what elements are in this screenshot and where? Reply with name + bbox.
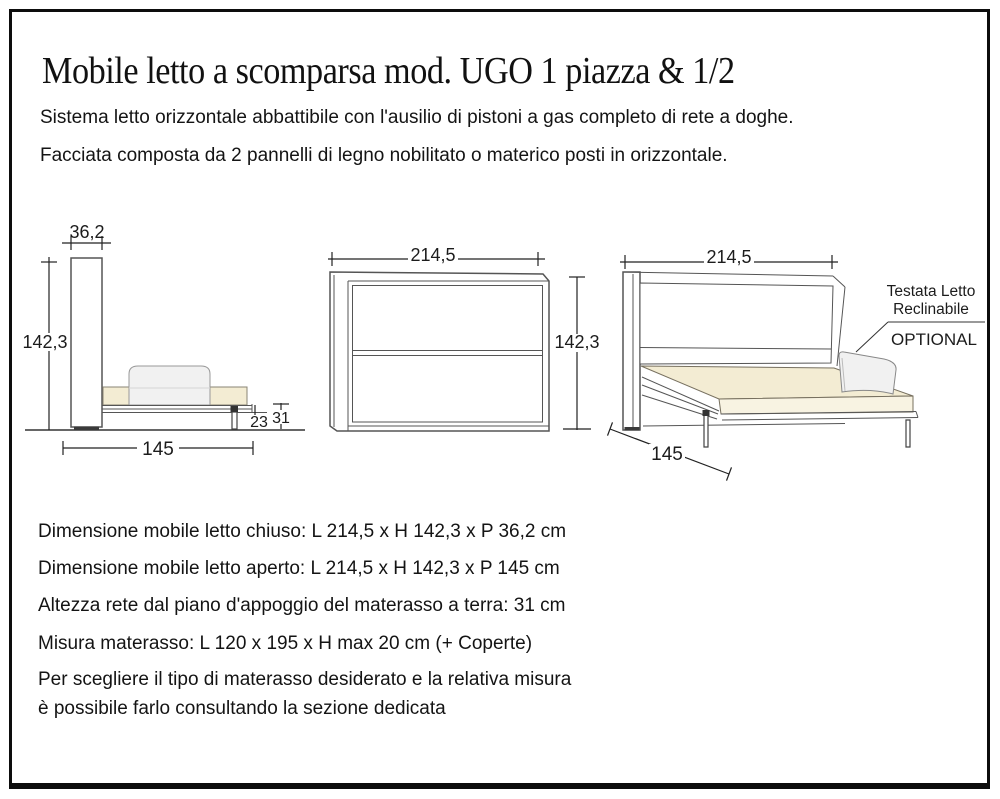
leg-hinge-front — [703, 410, 710, 416]
headboard-side — [129, 366, 210, 405]
headboard-label-line2: Reclinabile — [893, 301, 969, 318]
bed-platform — [643, 412, 918, 427]
description-line-2: Facciata composta da 2 pannelli di legno nobilitato o materico posti in orizzontale. — [40, 145, 728, 166]
bed-leg-right — [906, 420, 910, 447]
spec-note-line1: Per scegliere il tipo di materasso desiderato e la relativa misura — [38, 669, 572, 690]
bed-leg-side — [232, 412, 237, 429]
spec-note-line2: è possibile farlo consultando la sezione dedicata — [38, 698, 446, 719]
open-door-panel — [640, 283, 833, 364]
spec-closed-dimensions: Dimensione mobile letto chiuso: L 214,5 x H 142,3 x P 36,2 cm — [38, 521, 567, 542]
leg-hinge — [231, 406, 239, 412]
page-title: Mobile letto a scomparsa mod. UGO 1 piazza & 1/2 — [42, 50, 735, 92]
width-label-front: 214,5 — [410, 245, 456, 265]
depth-label-open: 145 — [651, 444, 683, 465]
side-panel-base — [625, 427, 640, 431]
depth-label: 36,2 — [69, 222, 105, 242]
dimension-height-front — [563, 277, 591, 430]
diagram-side-view — [22, 222, 305, 460]
bed-frame-side — [102, 404, 267, 413]
height-label-front: 142,3 — [554, 332, 600, 352]
frame-height-label: 23 — [250, 414, 268, 431]
open-depth-label: 145 — [142, 439, 174, 460]
spec-mattress-size: Misura materasso: L 120 x 195 x H max 20 cm (+ Coperte) — [38, 633, 533, 654]
headboard-label-line1: Testata Letto — [886, 283, 976, 300]
cabinet-front-outline — [330, 272, 549, 431]
cabinet-side-panel — [623, 272, 640, 430]
cabinet-base — [74, 427, 99, 431]
spec-slat-height: Altezza rete dal piano d'appoggio del materasso a terra: 31 cm — [38, 595, 566, 616]
description-line-1: Sistema letto orizzontale abbattibile con l'ausilio di pistoni a gas completo di rete a doghe. — [40, 107, 794, 128]
headboard-open — [839, 352, 896, 394]
slat-height-label: 31 — [272, 410, 290, 427]
diagram-open-view — [608, 247, 986, 481]
mattress-front — [719, 396, 913, 414]
height-label-side: 142,3 — [22, 332, 68, 352]
diagram-front-view — [328, 245, 602, 431]
width-label-open: 214,5 — [706, 247, 752, 267]
cabinet-side — [71, 258, 102, 427]
bed-leg-front — [704, 415, 708, 447]
spec-open-dimensions: Dimensione mobile letto aperto: L 214,5 x H 142,3 x P 145 cm — [38, 558, 560, 579]
optional-label: OPTIONAL — [891, 330, 977, 349]
